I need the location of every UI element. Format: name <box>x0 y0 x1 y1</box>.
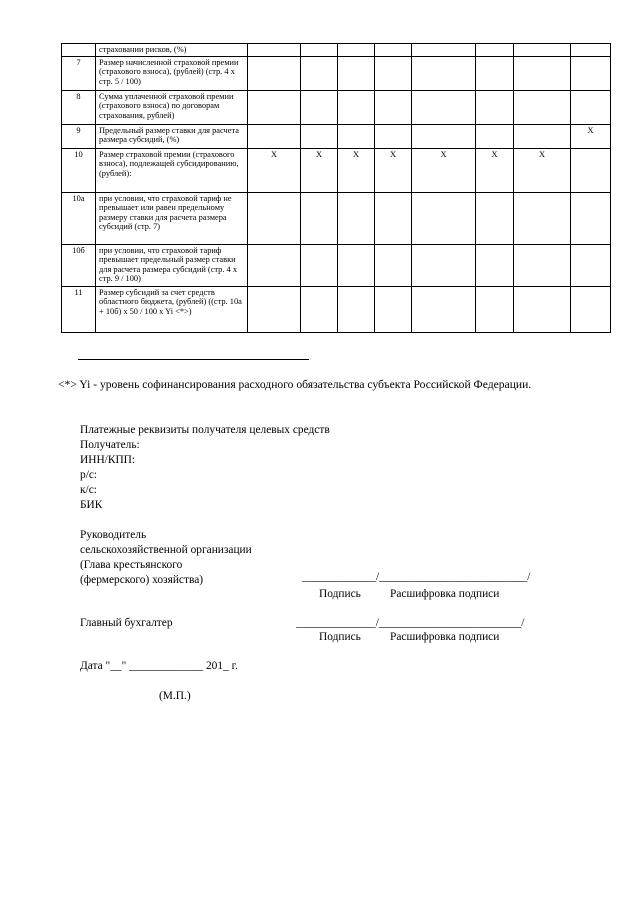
table-cell <box>412 124 476 148</box>
table-cell <box>476 192 514 244</box>
table-cell <box>412 56 476 90</box>
table-cell <box>476 44 514 57</box>
row-number: 9 <box>62 124 96 148</box>
table-row <box>62 244 611 286</box>
row-number: 10а <box>62 192 96 244</box>
settlement-account-label: р/с: <box>80 469 98 481</box>
table-cell <box>248 56 301 90</box>
table-cell <box>248 244 301 286</box>
accountant-label: Главный бухгалтер <box>80 617 173 629</box>
table-cell <box>476 56 514 90</box>
row-number: 7 <box>62 56 96 90</box>
table-cell <box>248 286 301 332</box>
correspondent-account-label: к/с: <box>80 484 97 496</box>
accountant-signature-caption: Подпись <box>319 631 361 643</box>
requisites-title: Платежные реквизиты получателя целевых средств <box>80 424 330 436</box>
table-cell <box>571 192 611 244</box>
table-cell <box>571 286 611 332</box>
table-cell: X <box>248 148 301 192</box>
row-label: Размер субсидий за счет средств областного бюджета, (рублей) ((стр. 10а + 10б) x 50 / 100 x Yi <*>) <box>96 286 248 332</box>
table-cell <box>514 124 571 148</box>
table-cell <box>412 192 476 244</box>
head-signature-caption: Подпись <box>319 588 361 600</box>
table-cell <box>338 44 375 57</box>
head-title-line3: (Глава крестьянского <box>80 559 183 571</box>
table-cell <box>248 90 301 124</box>
table-cell: X <box>571 124 611 148</box>
table-cell <box>301 244 338 286</box>
table-cell <box>301 90 338 124</box>
table-cell <box>412 244 476 286</box>
bik-label: БИК <box>80 499 103 511</box>
table-row <box>62 148 611 192</box>
table-cell <box>301 44 338 57</box>
table-cell <box>514 286 571 332</box>
table-row <box>62 90 611 124</box>
table-cell <box>514 244 571 286</box>
table-cell: X <box>412 148 476 192</box>
table-row <box>62 192 611 244</box>
table-cell <box>248 192 301 244</box>
table-cell <box>338 286 375 332</box>
table-row <box>62 44 611 57</box>
table-cell <box>338 56 375 90</box>
table-cell <box>476 124 514 148</box>
table-cell: X <box>338 148 375 192</box>
row-number: 8 <box>62 90 96 124</box>
table-cell <box>375 244 412 286</box>
row-label: страховании рисков, (%) <box>96 44 248 57</box>
table-cell <box>338 124 375 148</box>
table-cell <box>476 90 514 124</box>
row-label: при условии, что страховой тариф превышает предельный размер ставки для расчета размера субсидий (стр. 4 х стр. 9 / 100) <box>96 244 248 286</box>
row-number: 11 <box>62 286 96 332</box>
table-cell: X <box>301 148 338 192</box>
accountant-decode-caption: Расшифровка подписи <box>390 631 500 643</box>
table-cell <box>301 192 338 244</box>
table-cell <box>571 148 611 192</box>
table-cell: X <box>514 148 571 192</box>
table-cell <box>412 90 476 124</box>
head-title-line2: сельскохозяйственной организации <box>80 544 252 556</box>
table-cell <box>571 44 611 57</box>
table-cell <box>514 90 571 124</box>
table-cell <box>338 90 375 124</box>
table-cell <box>248 124 301 148</box>
table-cell <box>248 44 301 57</box>
head-signature-line: _____________/__________________________/ <box>302 571 531 583</box>
table-cell <box>375 286 412 332</box>
table-cell <box>301 56 338 90</box>
table-cell: X <box>375 148 412 192</box>
row-number <box>62 44 96 57</box>
stamp-placeholder: (М.П.) <box>159 690 191 702</box>
subsidy-table <box>61 43 611 333</box>
table-cell <box>301 286 338 332</box>
table-cell <box>338 192 375 244</box>
row-label: Размер начисленной страховой премии (страхового взноса), (рублей) (стр. 4 х стр. 5 / 100) <box>96 56 248 90</box>
row-number: 10 <box>62 148 96 192</box>
inn-kpp-label: ИНН/КПП: <box>80 454 136 466</box>
table-cell <box>375 124 412 148</box>
table-cell <box>476 244 514 286</box>
table-cell <box>571 244 611 286</box>
table-cell <box>514 56 571 90</box>
row-number: 10б <box>62 244 96 286</box>
table-cell <box>338 244 375 286</box>
table-cell <box>412 44 476 57</box>
date-line: Дата "__" _____________ 201_ г. <box>80 660 238 672</box>
row-label: Предельный размер ставки для расчета размера субсидий, (%) <box>96 124 248 148</box>
table-cell <box>375 90 412 124</box>
table-row <box>62 286 611 332</box>
table-row <box>62 56 611 90</box>
table-cell: X <box>476 148 514 192</box>
table-cell <box>571 56 611 90</box>
table-cell <box>301 124 338 148</box>
row-label: Размер страховой премии (страхового взноса), подлежащей субсидированию, (рублей): <box>96 148 248 192</box>
table-cell <box>571 90 611 124</box>
table-row <box>62 124 611 148</box>
table-cell <box>375 56 412 90</box>
row-label: при условии, что страховой тариф не превышает или равен предельному размеру ставки для расчета размера субсидий (стр. 7) <box>96 192 248 244</box>
head-title-line1: Руководитель <box>80 529 147 541</box>
accountant-signature-line: ______________/_________________________/ <box>296 617 525 629</box>
row-label: Сумма уплаченной страховой премии (страхового взноса) по договорам страхования, рублей) <box>96 90 248 124</box>
footnote-separator <box>78 359 309 360</box>
table-cell <box>412 286 476 332</box>
head-title-line4: (фермерского) хозяйства) <box>80 574 204 586</box>
recipient-label: Получатель: <box>80 439 140 451</box>
table-cell <box>514 44 571 57</box>
footnote: <*> Yi - уровень софинансирования расходного обязательства субъекта Российской Федерации. <box>58 378 532 391</box>
table-cell <box>514 192 571 244</box>
head-decode-caption: Расшифровка подписи <box>390 588 500 600</box>
table-cell <box>375 192 412 244</box>
table-cell <box>476 286 514 332</box>
table-cell <box>375 44 412 57</box>
